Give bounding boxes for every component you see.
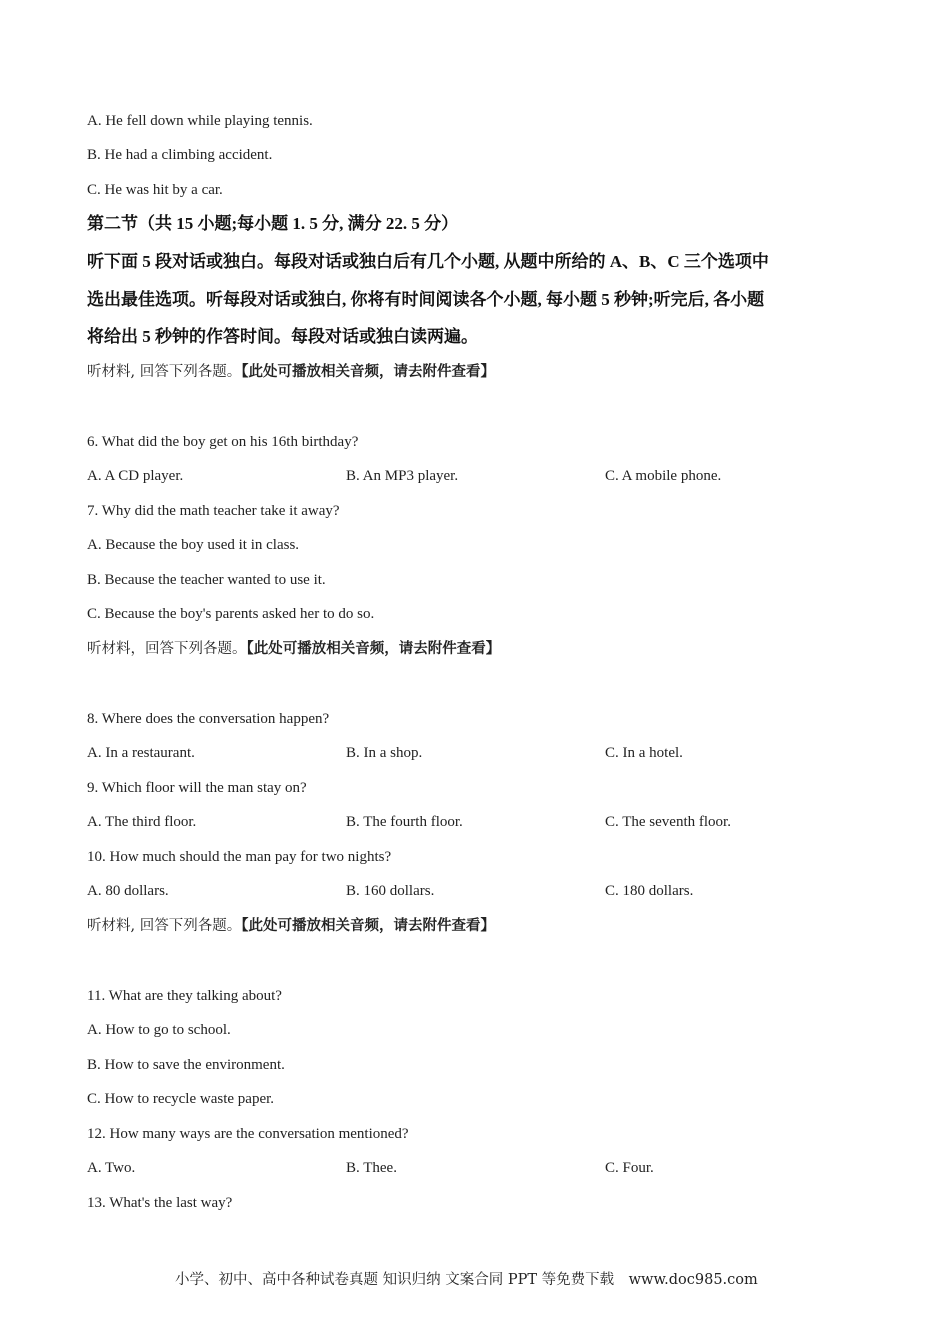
option-c: C. 180 dollars. bbox=[605, 883, 694, 899]
listen-prompt-text: 听材料, 回答下列各题。 bbox=[87, 918, 242, 934]
section-title: 第二节（共 15 小题;每小题 1. 5 分, 满分 22. 5 分） bbox=[87, 214, 459, 233]
option-a: A. A CD player. bbox=[87, 468, 184, 484]
option-line: B. He had a climbing accident. bbox=[87, 147, 273, 163]
question: 6. What did the boy get on his 16th birthday? bbox=[87, 434, 359, 450]
question: 12. How many ways are the conversation mentioned? bbox=[87, 1126, 409, 1142]
option-b: B. In a shop. bbox=[346, 745, 423, 761]
audio-note: 【此处可播放相关音频，请去附件查看】 bbox=[241, 364, 495, 380]
audio-note: 【此处可播放相关音频，请去附件查看】 bbox=[246, 641, 501, 657]
option-c: C. The seventh floor. bbox=[605, 814, 731, 830]
option-b: B. Because the teacher wanted to use it. bbox=[87, 572, 326, 588]
option-a: A. The third floor. bbox=[87, 814, 197, 830]
option-a: A. How to go to school. bbox=[87, 1022, 231, 1038]
option-b: B. An MP3 player. bbox=[346, 468, 459, 484]
listen-prompt-text: 听材料，回答下列各题。 bbox=[87, 641, 247, 657]
instruction-line: 将给出 5 秒钟的作答时间。每段对话或独白读两遍。 bbox=[87, 327, 478, 346]
question: 9. Which floor will the man stay on? bbox=[87, 780, 307, 796]
instruction-line: 听下面 5 段对话或独白。每段对话或独白后有几个小题, 从题中所给的 A、B、C 三个选项中 bbox=[87, 252, 769, 271]
option-b: B. The fourth floor. bbox=[346, 814, 463, 830]
option-a: A. Two. bbox=[87, 1160, 136, 1176]
question: 8. Where does the conversation happen? bbox=[87, 711, 330, 727]
option-a: A. Because the boy used it in class. bbox=[87, 537, 300, 553]
audio-note: 【此处可播放相关音频，请去附件查看】 bbox=[241, 918, 495, 934]
option-c: C. A mobile phone. bbox=[605, 468, 722, 484]
option-c: C. Because the boy's parents asked her to do so. bbox=[87, 606, 375, 622]
page-footer: 小学、初中、高中各种试卷真题 知识归纳 文案合同 PPT 等免费下载 www.doc985.com bbox=[175, 1272, 758, 1288]
listen-prompt-text: 听材料, 回答下列各题。 bbox=[87, 364, 242, 380]
option-c: C. Four. bbox=[605, 1160, 654, 1176]
listen-prompt bbox=[87, 916, 495, 936]
option-b: B. Thee. bbox=[346, 1160, 397, 1176]
instruction-line: 选出最佳选项。听每段对话或独白, 你将有时间阅读各个小题, 每小题 5 秒钟;听完后, 各小题 bbox=[87, 290, 765, 309]
question: 10. How much should the man pay for two nights? bbox=[87, 849, 392, 865]
option-b: B. How to save the environment. bbox=[87, 1057, 285, 1073]
listen-prompt bbox=[87, 362, 495, 382]
option-a: A. In a restaurant. bbox=[87, 745, 195, 761]
question: 7. Why did the math teacher take it away? bbox=[87, 503, 340, 519]
option-c: C. How to recycle waste paper. bbox=[87, 1091, 275, 1107]
option-a: A. 80 dollars. bbox=[87, 883, 169, 899]
question: 13. What's the last way? bbox=[87, 1195, 233, 1211]
option-b: B. 160 dollars. bbox=[346, 883, 435, 899]
option-line: C. He was hit by a car. bbox=[87, 182, 223, 198]
option-line: A. He fell down while playing tennis. bbox=[87, 113, 313, 129]
listen-prompt bbox=[87, 639, 500, 659]
question: 11. What are they talking about? bbox=[87, 988, 282, 1004]
option-c: C. In a hotel. bbox=[605, 745, 683, 761]
